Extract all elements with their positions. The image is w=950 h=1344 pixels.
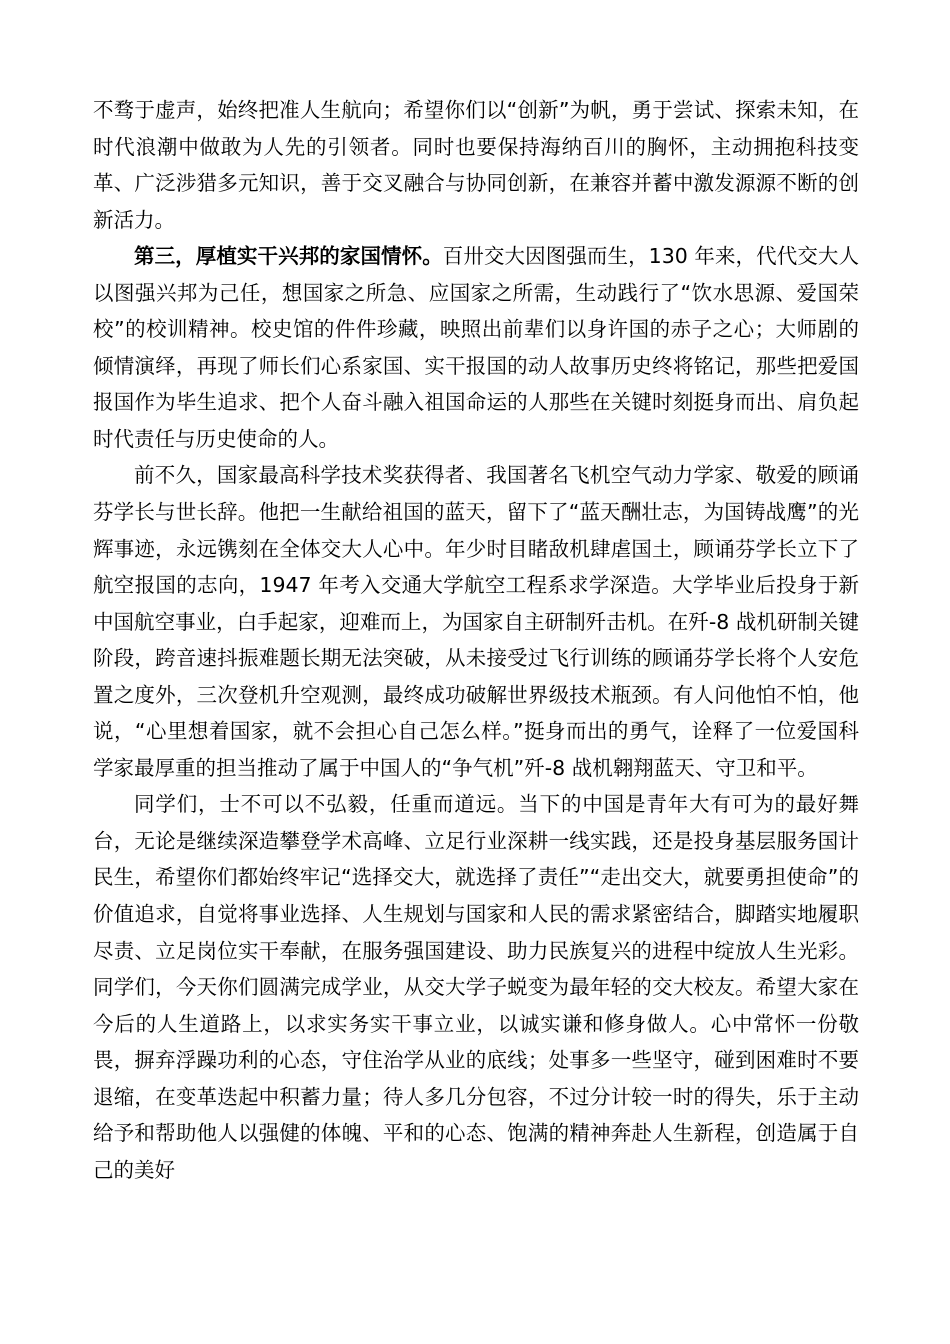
- paragraph-2: [93, 238, 859, 457]
- section-heading-third: 第三，厚植实干兴邦的家国情怀。: [134, 244, 443, 269]
- document-page: [93, 92, 859, 1188]
- paragraph-4: 同学们，士不可以不弘毅，任重而道远。当下的中国是青年大有可为的最好舞台，无论是继续深造攀登学术高峰、立足行业深耕一线实践，还是投身基层服务国计民生，希望你们都始终牢记“选择交大，就选择了责任”“走出交大，就要勇担使命”的价值追求，自觉将事业选择、人生规划与国家和人民的需求紧密结合，脚踏实地履职尽责、立足岗位实干奉献，在服务强国建设、助力民族复兴的进程中绽放人生光彩。同学们，今天你们圆满完成学业，从交大学子蜕变为最年轻的交大校友。希望大家在今后的人生道路上，以求实务实干事立业，以诚实谦和修身做人。心中常怀一份敬畏，摒弃浮躁功利的心态，守住治学从业的底线；处事多一些坚守，碰到困难时不要退缩，在变革迭起中积蓄力量；待人多几分包容，不过分计较一时的得失，乐于主动给予和帮助他人以强健的体魄、平和的心态、饱满的精神奔赴人生新程，创造属于自己的美好: [93, 792, 859, 1182]
- paragraph-1: 不骛于虚声，始终把准人生航向；希望你们以“创新”为帆，勇于尝试、探索未知，在时代浪潮中做敢为人先的引领者。同时也要保持海纳百川的胸怀，主动拥抱科技变革、广泛涉猎多元知识，善于交叉融合与协同创新，在兼容并蓄中激发源源不断的创新活力。: [93, 98, 859, 232]
- paragraph-2-body: 百卅交大因图强而生，130 年来，代代交大人以图强兴邦为己任，想国家之所急、应国家之所需，生动践行了“饮水思源、爱国荣校”的校训精神。校史馆的件件珍藏，映照出前辈们以身许国的赤子之心；大师剧的倾情演绎，再现了师长们心系家国、实干报国的动人故事历史终将铭记，那些把爱国报国作为毕生追求、把个人奋斗融入祖国命运的人那些在关键时刻挺身而出、肩负起时代责任与历史使命的人。: [93, 244, 859, 451]
- paragraph-3: 前不久，国家最高科学技术奖获得者、我国著名飞机空气动力学家、敬爱的顾诵芬学长与世长辞。他把一生献给祖国的蓝天，留下了“蓝天酬壮志，为国铸战鹰”的光辉事迹，永远镌刻在全体交大人心中。年少时目睹敌机肆虐国土，顾诵芬学长立下了航空报国的志向，1947 年考入交通大学航空工程系求学深造。大学毕业后投身于新中国航空事业，白手起家，迎难而上，为国家自主研制歼击机。在歼-8 战机研制关键阶段，跨音速抖振难题长期无法突破，从未接受过飞行训练的顾诵芬学长将个人安危置之度外，三次登机升空观测，最终成功破解世界级技术瓶颈。有人问他怕不怕，他说，“心里想着国家，就不会担心自己怎么样。”挺身而出的勇气，诠释了一位爱国科学家最厚重的担当推动了属于中国人的“争气机”歼-8 战机翱翔蓝天、守卫和平。: [93, 463, 859, 780]
